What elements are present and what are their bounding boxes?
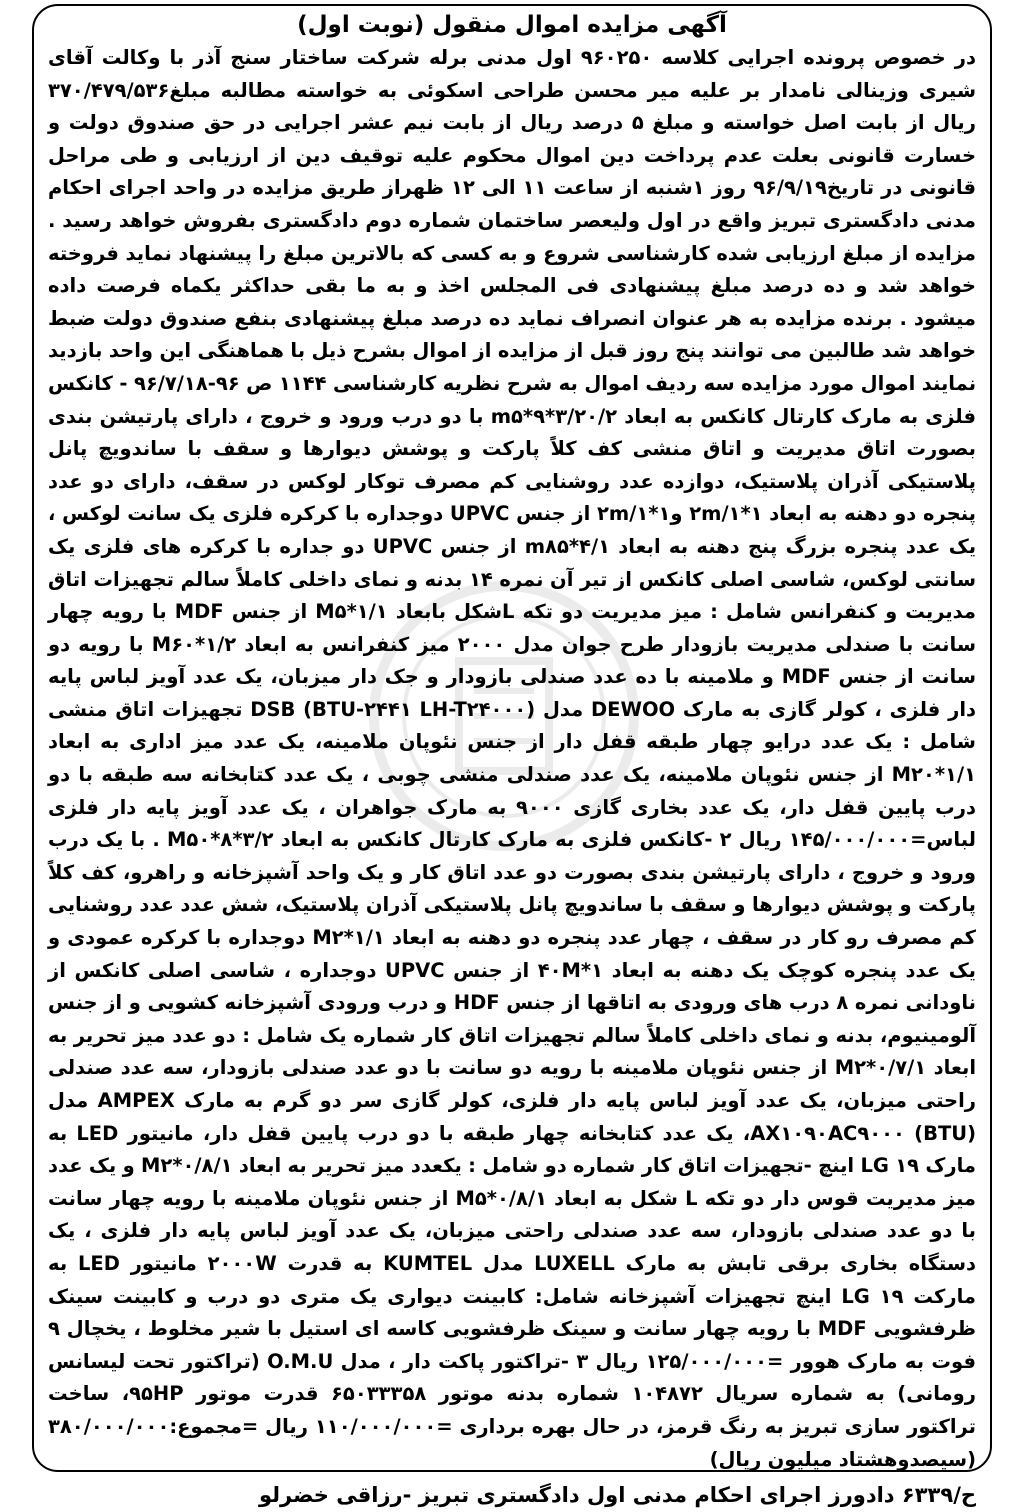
notice-signature: ح/۶۳۳۹ دادورز اجرای احکام مدنی اول دادگستری تبریز -رزاقی خضرلو xyxy=(259,1483,976,1508)
notice-title: آگهی مزایده اموال منقول (نوبت اول) xyxy=(297,12,727,38)
notice-body: در خصوص پرونده اجرایی کلاسه ۹۶۰۲۵۰ اول مدنی برله شرکت ساختار سنج آذر با وکالت آقای شیری وزینالی نامدار بر علیه میر محسن طراحی اسکوئی به خواسته مطالبه مبلغ۳۷۰/۴۷۹/۵۳۶ ریال از بابت اصل خواسته و مبلغ ۵ درصد ریال از بابت نیم عشر اجرایی در حق صندوق دولت و خسارت قانونی بعلت عدم پرداخت دین اموال محکوم علیه توقیف دین از ارزیابی و طی مراحل قانونی در تاریخ۹۶/۹/۱۹ روز ۱شنبه از ساعت ۱۱ الی ۱۲ ظهراز طریق مزایده در واحد اجرای احکام مدنی دادگستری تبریز واقع در اول ولیعصر ساختمان شماره دوم دادگستری بفروش خواهد رسید . مزایده از مبلغ ارزیابی شده کارشناسی شروع و به کسی که بالاترین مبلغ را پیشنهاد نماید فروخته خواهد شد و ده درصد مبلغ پیشنهادی فی المجلس اخذ و به ما بقی حداکثر یکماه فرصت داده میشود . برنده مزایده به هر عنوان انصراف نماید ده درصد مبلغ پیشنهادی بنفع صندوق دولت ضبط خواهد شد طالبین می توانند پنج روز قبل از مزایده از اموال بشرح ذیل با هماهنگی این واحد بازدید نمایند اموال مورد مزایده سه ردیف اموال به شرح نظریه کارشناسی ۱۱۴۴ ص ۹۶-۹۶/۷/۱۸ - کانکس فلزی به مارک کارتال کانکس به ابعاد ۲/m۵*۹*۳/۲۰ با دو درب ورود و خروج ، دارای پارتیشن بندی بصورت اتاق مدیریت و اتاق منشی کف کلاً پارکت و پوشش دیوارها و سقف با ساندویچ پانل پلاستیکی آذران پلاستیک، دوازده عدد روشنایی کم مصرف توکار لوکس در سقف، دارای دو عدد پنجره دو دهنه به ابعاد ۲m/۱*۱ و۲m/۱*۱ از جنس UPVC دوجداره با کرکره فلزی یک سانت لوکس ، یک عدد پنجره بزرگ پنج دهنه به ابعاد ۱/m۸۵*۴ از جنس UPVC دو جداره با کرکره های فلزی یک سانتی لوکس، شاسی اصلی کانکس از تیر آن نمره ۱۴ بدنه و نمای داخلی کاملاً سالم تجهیزات اتاق مدیریت و کنفرانس شامل : میز مدیریت دو تکه Lشکل بابعاد ۱/M۵*۱ از جنس MDF با رویه چهار سانت با صندلی مدیریت بازودار طرح جوان مدل ۲۰۰۰ میز کنفرانس به ابعاد ۲/M۶۰*۱ با رویه دو سانت از جنس MDF و ملامینه با ده عدد صندلی بازودار و جک دار میزبان، یک عدد آویز لباس پایه دار فلزی ، کولر گازی به مارک DEWOO مدل DSB (BTU-۲۴۴۱ LH-T۲۴۰۰۰) تجهیزات اتاق منشی شامل : یک عدد درایو چهار طبقه قفل دار از جنس نئوپان ملامینه، یک عدد میز اداری به ابعاد ۱/M۲۰*۱ از جنس نئوپان ملامینه، یک عدد صندلی منشی چوبی ، یک عدد کتابخانه سه طبقه با دو درب پایین قفل دار، یک عدد بخاری گازی ۹۰۰۰ به مارک جواهران ، یک عدد آویز پایه دار فلزی لباس=۱۴۵/۰۰۰/۰۰۰ ریال ۲ -کانکس فلزی به مارک کارتال کانکس به ابعاد ۲/M۵۰*۸*۳ . با یک درب ورود و خروج ، دارای پارتیشن بندی بصورت دو عدد اتاق کار و یک واحد آشپزخانه و راهرو، کف کلاً پارکت و پوشش دیوارها و سقف با ساندویچ پانل پلاستیکی آذران پلاستیک، شش عدد عدد روشنایی کم مصرف رو کار در سقف ، چهار عدد پنجره دو دهنه به ابعاد ۱/M۲*۱ دوجداره با کرکره عمودی و یک عدد پنجره کوچک یک دهنه به ابعاد ۴۰M*۱ از جنس UPVC دوجداره ، شاسی اصلی کانکس از ناودانی نمره ۸ درب های ورودی به اتاقها از جنس HDF و درب ورودی آشپزخانه کشویی و از جنس آلومینیوم، بدنه و نمای داخلی کاملاً سالم تجهیزات اتاق کار شماره یک شامل : دو عدد میز تحریر به ابعاد ۱/M۲*۰/۷ از جنس نئوپان ملامینه با رویه دو سانت با دو عدد صندلی بازودار، سه عدد صندلی راحتی میزبان، یک عدد آویز لباس پایه دار فلزی، کولر گازی سر دو گرم به مارک AMPEX مدل AX۱۰۹۰AC۹۰۰۰ (BTU)، یک عدد کتابخانه چهار طبقه با دو درب پایین قفل دار، مانیتور LED به مارک LG ۱۹ اینچ -تجهیزات اتاق کار شماره دو شامل : یکعدد میز تحریر به ابعاد ۱/M۲*۰/۸ و یک عدد میز مدیریت قوس دار دو تکه L شکل به ابعاد ۱/M۵*۰/۸ از جنس نئوپان ملامینه با رویه چهار سانت با دو عدد صندلی بازودار، سه عدد صندلی راحتی میزبان، یک عدد آویز لباس پایه دار فلزی ، یک دستگاه بخاری برقی تابش به مارک LUXELL مدل KUMTEL به قدرت ۲۰۰۰W مانیتور LED به مارکت LG ۱۹ اینچ تجهیزات آشپزخانه شامل: کابینت دیواری یک متری دو درب و کابینت سینک ظرفشویی MDF با رویه چهار سانت و سینک ظرفشویی کاسه ای استیل با شیر مخلوط ، یخچال ۹ فوت به مارک هوور =۱۲۵/۰۰۰/۰۰۰ ریال ۳ -تراکتور پاکت دار ، مدل O.M.U (تراکتور تحت لیسانس رومانی) به شماره سریال ۱۰۴۸۷۲ شماره بدنه موتور ۶۵۰۳۳۳۵۸ قدرت موتور ۹۵HP، ساخت تراکتور سازی تبریز به رنگ قرمز، در حال بهره برداری =۱۱۰/۰۰۰/۰۰۰ ریال =مجموع:۳۸۰/۰۰۰/۰۰۰ (سیصدوهشتاد میلیون ریال) xyxy=(48,46,977,1471)
notice-frame xyxy=(32,4,992,1508)
auction-notice xyxy=(48,8,976,1512)
